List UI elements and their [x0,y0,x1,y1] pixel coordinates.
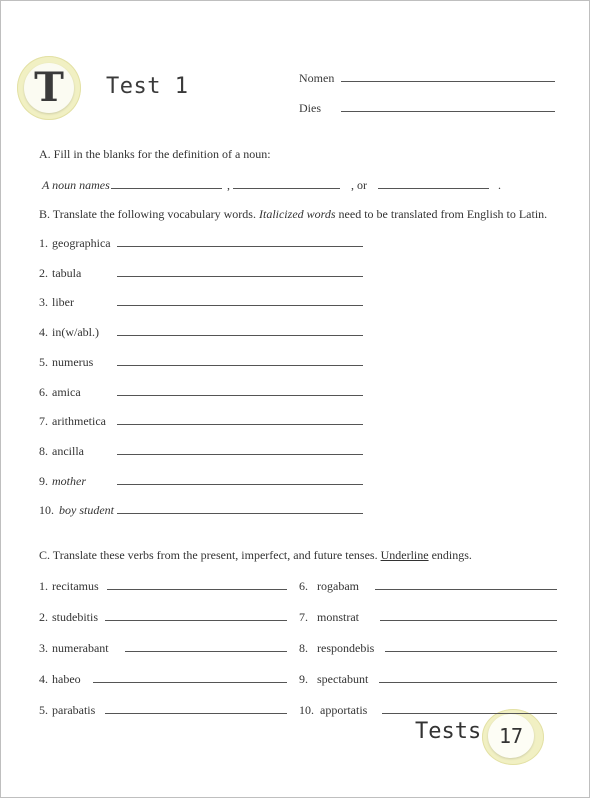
verb-item-word: respondebis [317,641,375,655]
verb-item-number: 6. [299,579,308,593]
vocab-answer-line[interactable] [117,395,363,396]
section-b-instruction [39,207,547,222]
section-c-instruction-prefix: C. Translate these verbs from the present, imperfect, and future tenses. [39,548,381,562]
verb-answer-line[interactable] [380,620,557,621]
verb-item-number: 4. [39,672,48,686]
vocab-item-word: arithmetica [52,414,106,429]
vocab-item-word: geographica [52,236,111,250]
verb-answer-line[interactable] [379,682,557,683]
verb-answer-line[interactable] [93,682,287,683]
verb-item-word: apportatis [320,703,368,717]
verb-answer-line[interactable] [375,589,557,590]
page-number: 17 [488,714,534,758]
verb-item-word: rogabam [317,579,359,593]
vocab-item-word: numerus [52,354,94,369]
verb-item-word: parabatis [52,703,96,717]
verb-answer-line[interactable] [382,713,557,714]
test-badge [17,56,81,120]
verb-item-number: 3. [39,641,48,655]
vocab-item-number: 8. [39,443,48,458]
verb-item-word: recitamus [52,579,99,593]
vocab-answer-line[interactable] [117,335,363,336]
verb-item-number: 7. [299,610,308,624]
verb-item-number: 1. [39,579,48,593]
verb-item-word: numerabant [52,641,109,655]
section-c-instruction-underline: Underline [380,548,429,562]
vocab-answer-line[interactable] [117,484,363,485]
vocab-item-number: 7. [39,414,48,429]
vocab-answer-line[interactable] [117,246,363,247]
vocab-item-word: ancilla [52,443,84,458]
vocab-answer-line[interactable] [117,305,363,306]
vocab-item-number: 1. [39,236,48,250]
verb-answer-line[interactable] [107,589,287,590]
section-c-instruction [39,548,472,563]
footer-label: Tests [415,719,482,744]
verb-item-word: studebitis [52,610,99,624]
section-a-comma: , [227,178,230,192]
noun-blank-2[interactable] [233,188,340,189]
dies-label: Dies [299,101,321,115]
vocab-answer-line[interactable] [117,513,363,514]
section-a-period: . [498,178,501,192]
test-badge-letter: T [24,63,74,113]
page-number-badge [482,709,544,765]
section-a-or: , or [351,178,367,192]
section-b-instruction-suffix: need to be translated from English to Latin. [335,207,548,221]
section-a-lead: A noun names [42,178,110,192]
verb-item-number: 9. [299,672,308,686]
verb-answer-line[interactable] [105,713,287,714]
vocab-item-number: 2. [39,265,48,280]
noun-blank-3[interactable] [378,188,489,189]
vocab-item-number: 6. [39,384,48,399]
vocab-item-number: 9. [39,473,48,488]
section-c-instruction-suffix: endings. [428,548,472,562]
verb-item-number: 5. [39,703,48,717]
vocab-item-word: liber [52,295,74,310]
verb-answer-line[interactable] [105,620,287,621]
section-b-instruction-italic: Italicized words [258,207,336,221]
verb-item-word: habeo [52,672,81,686]
verb-answer-line[interactable] [385,651,557,652]
section-b-instruction-prefix: B. Translate the following vocabulary words. [39,207,259,221]
verb-item-word: monstrat [317,610,359,624]
vocab-answer-line[interactable] [117,276,363,277]
verb-answer-line[interactable] [125,651,287,652]
vocab-item-word: mother [52,473,86,488]
vocab-item-number: 5. [39,354,48,369]
section-a-instruction: A. Fill in the blanks for the definition of a noun: [39,147,271,161]
vocab-item-word: in(w/abl.) [52,325,99,340]
verb-item-number: 10. [299,703,314,717]
vocab-item-number: 4. [39,325,48,340]
verb-item-number: 8. [299,641,308,655]
vocab-item-word: tabula [52,265,82,280]
vocab-item-word: boy student [59,503,114,518]
noun-blank-1[interactable] [111,188,222,189]
verb-item-number: 2. [39,610,48,624]
test-title: Test 1 [106,74,189,99]
vocab-item-number: 10. [39,503,54,518]
vocab-answer-line[interactable] [117,365,363,366]
nomen-label: Nomen [299,71,335,85]
dies-field[interactable] [341,111,555,112]
vocab-item-word: amica [52,384,81,399]
verb-item-word: spectabunt [317,672,369,686]
vocab-item-number: 3. [39,295,48,310]
vocab-answer-line[interactable] [117,454,363,455]
nomen-field[interactable] [341,81,555,82]
vocab-answer-line[interactable] [117,424,363,425]
